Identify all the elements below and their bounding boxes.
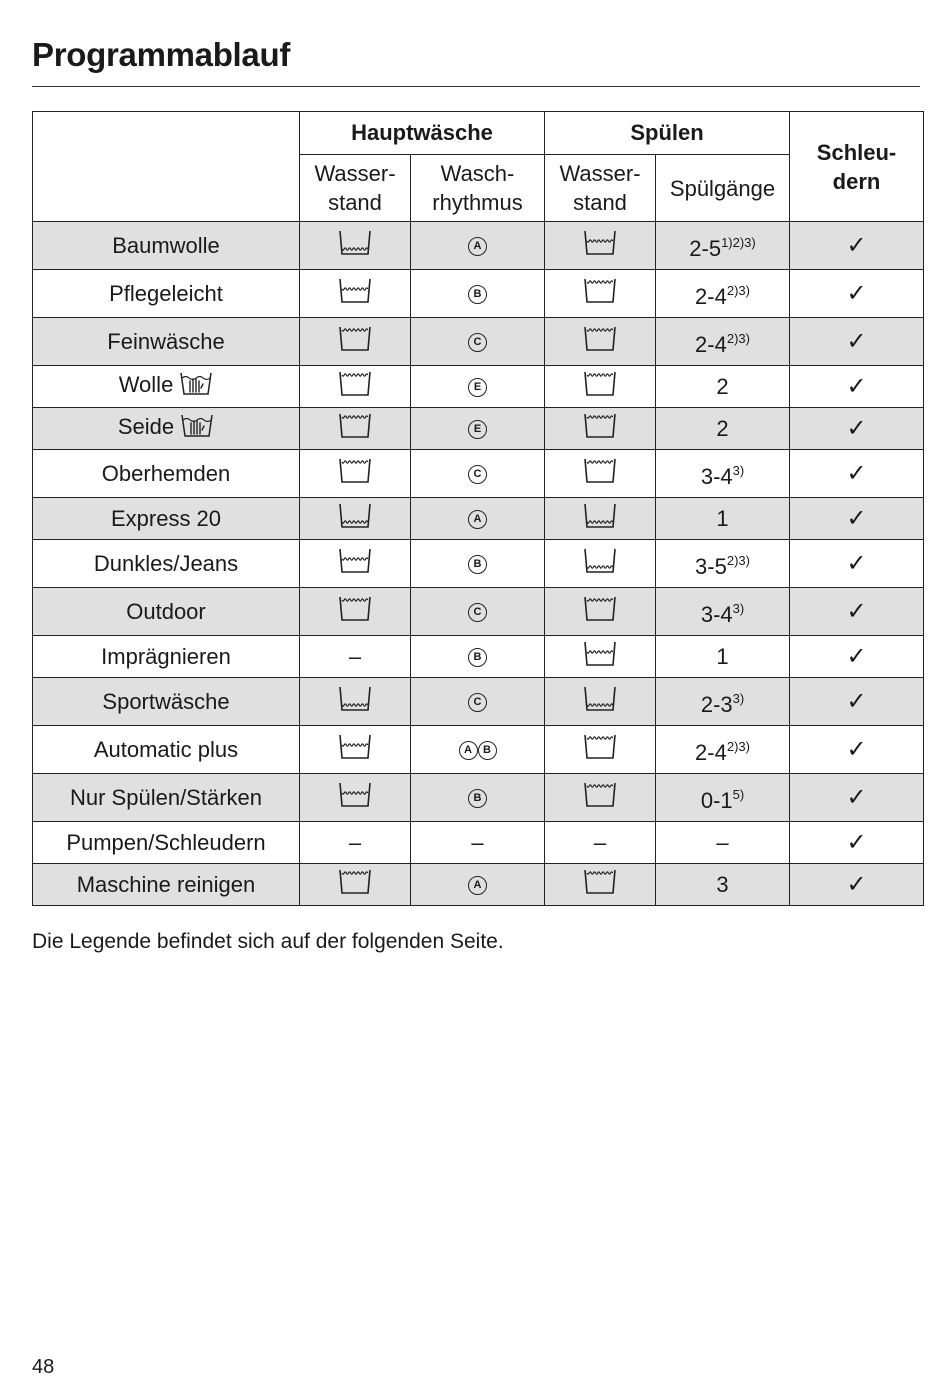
water-level-high-icon [583,869,617,901]
program-name-cell [33,726,300,774]
main-water-level-cell [300,408,411,450]
water-level-mid-icon [338,278,372,310]
dash: – [593,829,607,855]
main-water-level-cell [300,318,411,366]
rinse-cycles-count: 3 [716,871,729,897]
checkmark-icon: ✓ [846,460,867,487]
rinse-cycles-value [716,644,728,669]
dash: – [471,829,484,855]
water-level-high-icon [583,782,617,814]
rhythm-b-badge: B [468,789,487,808]
checkmark-icon: ✓ [846,784,867,811]
spin-cell [790,498,924,540]
water-level-high-icon [338,596,372,628]
header-rinse: Spülen [545,112,790,155]
program-name: Pflegeleicht [109,280,223,306]
table-row [33,318,924,366]
main-water-level-cell [300,540,411,588]
rinse-cycles-count: 2-5 [689,235,722,261]
main-water-level-cell [300,726,411,774]
program-name: Oberhemden [101,460,231,486]
rhythm-e-badge: E [468,420,487,439]
spin-cell [790,450,924,498]
program-name-cell [33,678,300,726]
rinse-cycles-value [701,596,744,628]
header-wash-rhythm: Wasch- rhythmus [411,155,545,222]
water-level-mid-icon [583,641,617,673]
spin-cell [790,774,924,822]
spin-cell [790,222,924,270]
water-level-high-icon [583,278,617,310]
main-water-level-cell [300,678,411,726]
table-row [33,822,924,864]
dash: – [348,643,362,669]
program-name-cell [33,864,300,906]
checkmark-icon: ✓ [846,829,867,856]
water-level-low-icon [583,548,617,580]
rinse-water-level-cell [545,408,656,450]
main-water-level-cell [300,636,411,678]
rinse-water-level-cell [545,822,656,864]
handwash-icon [180,414,214,444]
checkmark-icon: ✓ [846,871,867,898]
wash-rhythm-cell [411,408,545,450]
wash-rhythm-cell [411,270,545,318]
rhythm-c-badge: C [468,603,487,622]
water-level-low-icon [338,230,372,262]
rinse-water-level-cell [545,774,656,822]
rinse-cycles-value [695,326,750,358]
spin-cell [790,726,924,774]
program-name: Automatic plus [93,736,239,762]
water-level-high-icon [583,326,617,358]
rinse-cycles-cell [656,540,790,588]
rinse-water-level-cell [545,678,656,726]
water-level-mid-icon [338,734,372,766]
water-level-low-icon [583,503,617,535]
spin-cell [790,540,924,588]
footnote-ref: 2)3) [726,330,750,346]
checkmark-icon: ✓ [846,505,867,532]
table-row [33,540,924,588]
page-title: Programmablauf [32,36,291,73]
rinse-cycles-count: 2-3 [700,691,733,717]
water-level-high-icon [583,413,617,445]
rhythm-c-badge: C [468,333,487,352]
rinse-cycles-count: 3-4 [700,601,733,627]
rinse-water-level-cell [545,270,656,318]
rinse-cycles-cell [656,774,790,822]
handwash-icon [179,372,213,402]
program-name: Dunkles/Jeans [93,550,239,576]
table-row [33,636,924,678]
program-name-cell [33,498,300,540]
footnote-ref: 2)3) [726,738,750,754]
rinse-cycles-cell [656,366,790,408]
checkmark-icon: ✓ [846,373,867,400]
table-row [33,678,924,726]
rinse-cycles-value [716,374,728,399]
program-name-cell [33,408,300,450]
table-row [33,366,924,408]
wash-rhythm-cell [411,726,545,774]
program-name: Baumwolle [112,232,220,258]
rinse-cycles-value [695,278,750,310]
rhythm-e-badge: E [468,378,487,397]
rinse-cycles-value [701,458,744,490]
rinse-cycles-value [701,686,744,718]
footnote-ref: 3) [732,600,745,616]
program-name-cell [33,450,300,498]
program-name: Nur Spülen/Stärken [70,784,262,810]
water-level-low-icon [338,503,372,535]
rinse-cycles-count: 2-4 [695,283,727,309]
wash-rhythm-cell [411,540,545,588]
rinse-cycles-cell [656,726,790,774]
rhythm-a-badge: A [459,741,478,760]
water-level-high-icon [583,458,617,490]
spin-cell [790,366,924,408]
rinse-cycles-value [695,548,750,580]
rhythm-c-badge: C [468,465,487,484]
rinse-cycles-count: – [716,829,729,855]
main-water-level-cell [300,222,411,270]
header-water-level-rinse: Wasser- stand [545,155,656,222]
spin-cell [790,864,924,906]
program-name: Outdoor [126,598,206,624]
water-level-low-icon [583,686,617,718]
dash: – [348,829,362,855]
rinse-water-level-cell [545,366,656,408]
rinse-cycles-value [701,782,744,814]
checkmark-icon: ✓ [846,232,867,259]
spin-cell [790,270,924,318]
rhythm-b-badge: B [468,285,487,304]
program-name-cell [33,270,300,318]
rinse-water-level-cell [545,498,656,540]
header-main-wash: Hauptwäsche [300,112,545,155]
checkmark-icon: ✓ [846,688,867,715]
checkmark-icon: ✓ [846,736,867,763]
table-row [33,222,924,270]
table-row [33,270,924,318]
rinse-cycles-cell [656,864,790,906]
program-name-cell [33,822,300,864]
main-water-level-cell [300,366,411,408]
rinse-water-level-cell [545,726,656,774]
water-level-high-icon [338,869,372,901]
rhythm-b-badge: B [468,648,487,667]
rinse-cycles-cell [656,822,790,864]
rinse-water-level-cell [545,636,656,678]
rinse-cycles-cell [656,498,790,540]
program-sequence-table [32,111,924,906]
main-water-level-cell [300,822,411,864]
rhythm-a-badge: A [468,510,487,529]
program-name-cell [33,588,300,636]
rinse-water-level-cell [545,540,656,588]
rinse-cycles-count: 2-4 [695,739,727,765]
wash-rhythm-cell [411,366,545,408]
table-row [33,864,924,906]
rinse-cycles-cell [656,636,790,678]
footnote-ref: 3) [732,690,745,706]
table-row [33,498,924,540]
spin-cell [790,408,924,450]
water-level-high-icon [338,326,372,358]
rhythm-a-badge: A [468,876,487,895]
water-level-high-icon [583,596,617,628]
header-water-level-main: Wasser- stand [300,155,411,222]
rinse-cycles-value [716,830,728,855]
program-name: Maschine reinigen [76,871,256,897]
program-name: Wolle [118,371,174,397]
main-water-level-cell [300,450,411,498]
rinse-cycles-value [716,416,728,441]
rinse-cycles-count: 3-4 [700,463,733,489]
rinse-cycles-count: 2 [716,415,729,441]
title-divider [32,86,920,87]
footnote-ref: 1)2)3) [721,234,756,250]
water-level-high-icon [338,413,372,445]
program-name: Feinwäsche [107,328,225,354]
water-level-mid-icon [338,548,372,580]
wash-rhythm-cell [411,864,545,906]
rinse-cycles-cell [656,222,790,270]
rinse-cycles-count: 1 [716,505,729,531]
wash-rhythm-cell [411,774,545,822]
table-row [33,408,924,450]
page-number: 48 [32,1356,55,1378]
spin-cell [790,588,924,636]
program-name: Sportwäsche [102,688,230,714]
water-level-high-icon [338,458,372,490]
footnote-ref: 5) [732,786,745,802]
main-water-level-cell [300,588,411,636]
rinse-water-level-cell [545,222,656,270]
rinse-cycles-count: 3-5 [695,553,727,579]
water-level-high-icon [338,371,372,403]
program-name-cell [33,540,300,588]
spin-cell [790,636,924,678]
rinse-cycles-count: 1 [716,643,729,669]
water-level-high-icon [583,371,617,403]
table-row [33,774,924,822]
header-corner [33,112,300,222]
water-level-low-icon [338,686,372,718]
checkmark-icon: ✓ [846,550,867,577]
rinse-cycles-value [689,230,755,262]
wash-rhythm-cell [411,318,545,366]
header-spin-text: Schleu- dern [816,139,897,194]
rinse-cycles-cell [656,678,790,726]
rinse-cycles-value [695,734,750,766]
wash-rhythm-cell [411,678,545,726]
rhythm-b-badge: B [478,741,497,760]
legend-note: Die Legende befindet sich auf der folgenden Seite. [32,930,504,953]
rinse-cycles-cell [656,450,790,498]
rinse-water-level-cell [545,318,656,366]
program-name-cell [33,774,300,822]
checkmark-icon: ✓ [846,598,867,625]
rinse-cycles-count: 2-4 [695,331,727,357]
program-name-cell [33,636,300,678]
rinse-water-level-cell [545,450,656,498]
program-name: Express 20 [110,505,222,531]
checkmark-icon: ✓ [846,280,867,307]
rhythm-b-badge: B [468,555,487,574]
footnote-ref: 2)3) [726,552,750,568]
rhythm-a-badge: A [468,237,487,256]
program-name: Pumpen/Schleudern [66,829,266,855]
wash-rhythm-cell [411,636,545,678]
main-water-level-cell [300,864,411,906]
spin-cell [790,318,924,366]
wash-rhythm-cell [411,498,545,540]
checkmark-icon: ✓ [846,415,867,442]
checkmark-icon: ✓ [846,643,867,670]
rinse-cycles-cell [656,408,790,450]
water-level-high-icon [583,734,617,766]
program-name: Imprägnieren [101,643,231,669]
header-spin [790,112,924,222]
rinse-cycles-cell [656,318,790,366]
footnote-ref: 2)3) [726,282,750,298]
wash-rhythm-cell [411,822,545,864]
rinse-water-level-cell [545,864,656,906]
table-row [33,588,924,636]
rinse-cycles-count: 2 [716,373,729,399]
water-level-mid-icon [583,230,617,262]
program-name-cell [33,318,300,366]
main-water-level-cell [300,270,411,318]
wash-rhythm-cell [411,222,545,270]
table-row [33,450,924,498]
table-row [33,726,924,774]
header-rinse-cycles: Spülgänge [656,155,790,222]
rinse-cycles-count: 0-1 [700,787,733,813]
rhythm-c-badge: C [468,693,487,712]
table-body [33,222,924,906]
rinse-water-level-cell [545,588,656,636]
main-water-level-cell [300,498,411,540]
program-name-cell [33,366,300,408]
rinse-cycles-cell [656,270,790,318]
wash-rhythm-cell [411,450,545,498]
footnote-ref: 3) [732,462,745,478]
rinse-cycles-cell [656,588,790,636]
program-name: Seide [117,413,175,439]
rinse-cycles-value [716,872,728,897]
main-water-level-cell [300,774,411,822]
spin-cell [790,822,924,864]
checkmark-icon: ✓ [846,328,867,355]
spin-cell [790,678,924,726]
water-level-mid-icon [338,782,372,814]
program-name-cell [33,222,300,270]
wash-rhythm-cell [411,588,545,636]
rinse-cycles-value [716,506,728,531]
